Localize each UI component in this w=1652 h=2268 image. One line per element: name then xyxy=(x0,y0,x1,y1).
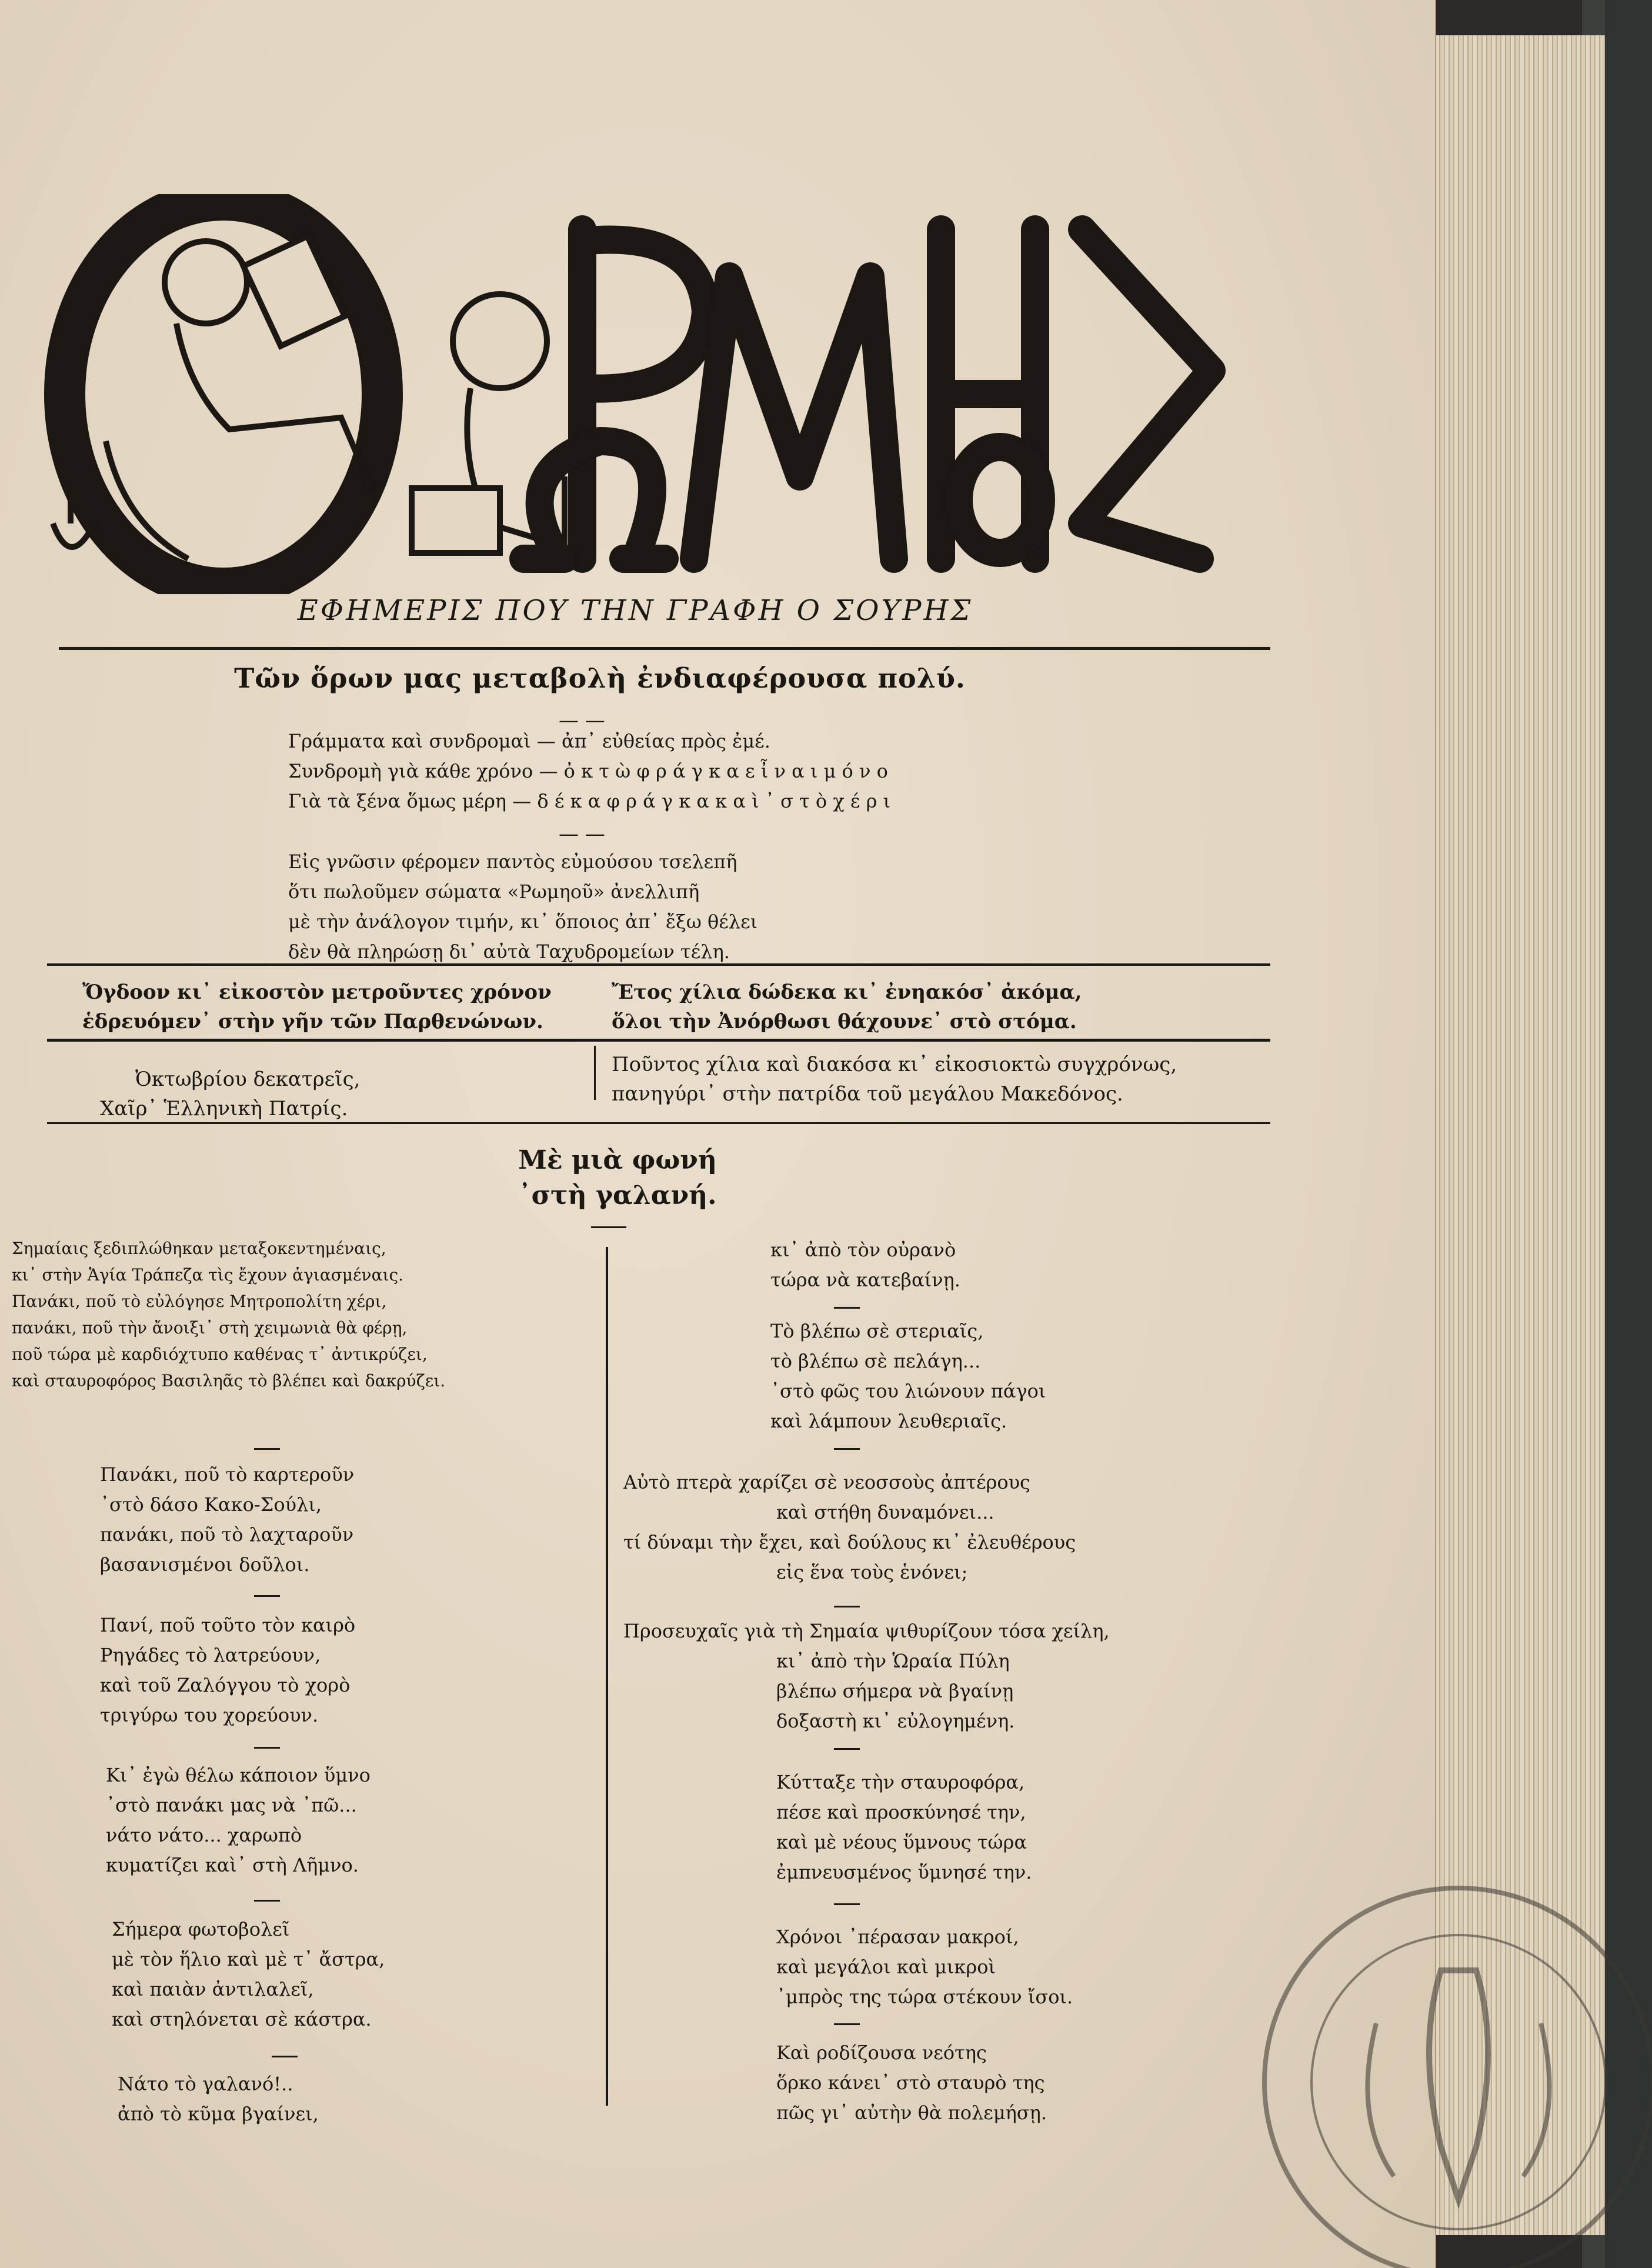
poem-title-line-1: Μὲ μιὰ φωνή xyxy=(518,1145,717,1175)
poem-right-stanza-2 xyxy=(770,1316,1046,1436)
dateline-right-2a: Ποῦντος χίλια καὶ διακόσα κι᾿ εἰκοσιοκτὼ συγχρόνως, xyxy=(612,1053,1177,1076)
verse-line: Σημαίαις ξεδιπλώθηκαν μεταξοκεντημέναις, xyxy=(12,1239,386,1258)
poem-left-stanza-6 xyxy=(118,2069,319,2129)
verse-line: ἀπὸ τὸ κῦμα βγαίνει, xyxy=(118,2103,319,2125)
verse-line: Συνδρομὴ γιὰ κάθε χρόνο — ὀ κ τ ὼ φ ρ ά γ κ α ε ἶ ν α ι μ ό ν ο xyxy=(288,760,888,782)
poem-right-stanza-7 xyxy=(776,2038,1047,2128)
stanza-dash xyxy=(254,1900,280,1902)
verse-line: ᾿στὸ φῶς του λιώνουν πάγοι xyxy=(770,1380,1046,1402)
dateline-left-2a: Ὀκτωβρίου δεκατρεῖς, xyxy=(135,1068,361,1091)
verse-line: Καὶ ροδίζουσα νεότης xyxy=(776,2042,987,2064)
masthead-subtitle: ΕΦΗΜΕΡΙΣ ΠΟΥ ΤΗΝ ΓΡΑΦΗ Ο ΣΟΥΡΗΣ xyxy=(297,594,973,627)
verse-line: δοξαστὴ κι᾿ εὐλογημένη. xyxy=(776,1710,1015,1732)
verse-line: ἐμπνευσμένος ὕμνησέ την. xyxy=(776,1861,1032,1883)
masthead-letters xyxy=(523,229,1212,559)
verse-line: δὲν θὰ πληρώσῃ δι᾿ αὐτὰ Ταχυδρομείων τέλη. xyxy=(288,940,730,963)
dateline-left-2b: Χαῖρ᾿ Ἑλληνικὴ Πατρίς. xyxy=(100,1097,348,1120)
verse-line: Πανί, ποῦ τοῦτο τὸν καιρὸ xyxy=(100,1614,356,1636)
verse-line: τριγύρω του χορεύουν. xyxy=(100,1704,319,1726)
masthead xyxy=(35,194,1247,594)
verse-line: πέσε καὶ προσκύνησέ την, xyxy=(776,1801,1026,1823)
verse-line: μὲ τὸν ἥλιο καὶ μὲ τ᾿ ἄστρα, xyxy=(112,1948,385,1970)
poem-column-divider xyxy=(606,1247,608,2106)
stanza-dash xyxy=(834,1748,860,1750)
verse-line: Πανάκι, ποῦ τὸ καρτεροῦν xyxy=(100,1463,355,1486)
verse-line: τὸ βλέπω σὲ πελάγη... xyxy=(770,1350,981,1372)
stanza-dash xyxy=(834,1606,860,1607)
verse-line: ᾿στὸ δάσο Κακο-Σούλι, xyxy=(100,1493,322,1516)
verse-line: Γράμματα καὶ συνδρομαὶ — ἀπ᾿ εὐθείας πρὸς ἐμέ. xyxy=(288,730,770,752)
verse-line: πανάκι, ποῦ τὸ λαχταροῦν xyxy=(100,1523,354,1546)
verse-line: Χρόνοι ᾿πέρασαν μακροί, xyxy=(776,1926,1019,1948)
terms-stanza-2 xyxy=(288,847,757,967)
verse-line: Κύτταξε τὴν σταυροφόρα, xyxy=(776,1771,1025,1793)
verse-line: ὅρκο κάνει᾿ στὸ σταυρὸ της xyxy=(776,2072,1045,2094)
poem-title-line-2: ᾿στὴ γαλανή. xyxy=(518,1180,717,1210)
poem-left-stanza-5 xyxy=(112,1915,385,2034)
verse-line: νάτο νάτο... χαρωπὸ xyxy=(106,1824,302,1846)
stanza-dash xyxy=(834,2023,860,2025)
stanza-dash xyxy=(834,1307,860,1309)
dateline-left-1a: Ὄγδοον κι᾿ εἰκοστὸν μετροῦντες χρόνον xyxy=(82,980,552,1004)
verse-line: ᾿μπρὸς της τώρα στέκουν ἴσοι. xyxy=(776,1986,1073,2008)
dateline-right-1a: Ἔτος χίλια δώδεκα κι᾿ ἐνηακόσ᾿ ἀκόμα, xyxy=(612,980,1082,1004)
verse-line: Γιὰ τὰ ξένα ὅμως μέρη — δ έ κ α φ ρ ά γ κ α κ α ὶ ᾿ σ τ ὸ χ έ ρ ι xyxy=(288,790,891,812)
stanza-dash xyxy=(272,2056,298,2057)
verse-line: καὶ τοῦ Ζαλόγγου τὸ χορὸ xyxy=(100,1674,351,1696)
poem-right-stanza-4 xyxy=(623,1616,1110,1736)
verse-line: εἰς ἕνα τοὺς ἑνόνει; xyxy=(776,1561,968,1583)
verse-line: βλέπω σήμερα νὰ βγαίνῃ xyxy=(776,1680,1014,1702)
rule-datebox-bottom xyxy=(47,1122,1270,1124)
verse-line: τί δύναμι τὴν ἔχει, καὶ δούλους κι᾿ ἐλευθέρους xyxy=(623,1531,1076,1553)
poem-left-stanza-1 xyxy=(12,1235,445,1394)
divider-dash: — — xyxy=(559,709,605,732)
column-separator xyxy=(594,1046,596,1100)
stanza-dash xyxy=(254,1595,280,1597)
poem-right-stanza-1 xyxy=(770,1235,960,1295)
terms-stanza-1 xyxy=(288,726,890,816)
verse-line: τώρα νὰ κατεβαίνῃ. xyxy=(770,1269,960,1291)
verse-line: Τὸ βλέπω σὲ στεριαῖς, xyxy=(770,1320,984,1342)
stanza-dash xyxy=(834,1448,860,1450)
verse-line: ποῦ τώρα μὲ καρδιόχτυπο καθένας τ᾿ ἀντικρύζει, xyxy=(12,1345,428,1364)
verse-line: ᾿στὸ πανάκι μας νὰ ᾿πῶ... xyxy=(106,1794,357,1816)
verse-line: Πανάκι, ποῦ τὸ εὐλόγησε Μητροπολίτη χέρι, xyxy=(12,1292,387,1311)
verse-line: Κι᾿ ἐγὼ θέλω κάποιον ὕμνο xyxy=(106,1764,371,1786)
poem-right-stanza-6 xyxy=(776,1922,1073,2012)
verse-line: Εἰς γνῶσιν φέρομεν παντὸς εὐμούσου τσελεπῆ xyxy=(288,850,737,873)
poem-right-stanza-3 xyxy=(623,1467,1076,1587)
divider-dash: — — xyxy=(559,822,605,846)
verse-line: καὶ λάμπουν λευθεριαῖς. xyxy=(770,1410,1007,1432)
terms-heading: Τῶν ὅρων μας μεταβολὴ ἐνδιαφέρουσα πολύ. xyxy=(234,662,966,694)
rule-datebox-mid xyxy=(47,1039,1270,1042)
dateline-right-2b: πανηγύρι᾿ στὴν πατρίδα τοῦ μεγάλου Μακεδόνος. xyxy=(612,1082,1123,1106)
verse-line: πῶς γι᾿ αὐτὴν θὰ πολεμήσῃ. xyxy=(776,2102,1047,2124)
verse-line: Αὐτὸ πτερὰ χαρίζει σὲ νεοσσοὺς ἀπτέρους xyxy=(623,1471,1030,1493)
poem-left-stanza-2 xyxy=(100,1460,354,1580)
dateline-right-1b: ὅλοι τὴν Ἀνόρθωσι θάχουνε᾿ στὸ στόμα. xyxy=(612,1010,1077,1033)
stanza-dash xyxy=(254,1448,280,1450)
verse-line: Σήμερα φωτοβολεῖ xyxy=(112,1918,290,1940)
verse-line: καὶ μὲ νέους ὕμνους τώρα xyxy=(776,1831,1027,1853)
verse-line: Νάτο τὸ γαλανό!.. xyxy=(118,2073,293,2095)
verse-line: κι᾿ ἀπὸ τὴν Ὡραία Πύλη xyxy=(776,1650,1010,1672)
verse-line: βασανισμένοι δοῦλοι. xyxy=(100,1553,310,1576)
stanza-dash xyxy=(254,1747,280,1749)
poem-right-stanza-5 xyxy=(776,1767,1032,1887)
verse-line: κι᾿ ἀπὸ τὸν οὐρανὸ xyxy=(770,1239,956,1261)
verse-line: Προσευχαῖς γιὰ τὴ Σημαία ψιθυρίζουν τόσα χείλη, xyxy=(623,1620,1110,1642)
rule-under-masthead xyxy=(59,647,1270,650)
verse-line: καὶ σταυροφόρος Βασιληᾶς τὸ βλέπει καὶ δακρύζει. xyxy=(12,1371,446,1390)
verse-line: Ρηγάδες τὸ λατρεύουν, xyxy=(100,1644,321,1666)
title-underline xyxy=(591,1226,626,1228)
verse-line: καὶ στήθη δυναμόνει... xyxy=(776,1501,994,1523)
poem-left-stanza-3 xyxy=(100,1610,355,1730)
rule-datebox-top xyxy=(47,963,1270,966)
verse-line: καὶ στηλόνεται σὲ κάστρα. xyxy=(112,2008,372,2030)
verse-line: κυματίζει καὶ᾿ στὴ Λῆμνο. xyxy=(106,1854,359,1876)
library-stamp xyxy=(1247,1870,1652,2268)
verse-line: μὲ τὴν ἀνάλογον τιμήν, κι᾿ ὅποιος ἀπ᾿ ἔξω θέλει xyxy=(288,910,758,933)
verse-line: ὅτι πωλοῦμεν σώματα «Ρωμηοῦ» ἀνελλιπῆ xyxy=(288,880,700,903)
verse-line: κι᾿ στὴν Ἁγία Τράπεζα τὶς ἔχουν ἁγιασμέναις. xyxy=(12,1265,404,1285)
verse-line: καὶ παιὰν ἀντιλαλεῖ, xyxy=(112,1978,314,2000)
masthead-logo xyxy=(35,194,1247,594)
dateline-left-1b: ἑδρευόμεν᾿ στὴν γῆν τῶν Παρθενώνων. xyxy=(82,1010,543,1033)
verse-line: πανάκι, ποῦ τὴν ἄνοιξι᾿ στὴ χειμωνιὰ θὰ φέρῃ, xyxy=(12,1318,408,1338)
verse-line: καὶ μεγάλοι καὶ μικροὶ xyxy=(776,1956,996,1978)
stanza-dash xyxy=(834,1903,860,1905)
poem-left-stanza-4 xyxy=(106,1760,371,1880)
